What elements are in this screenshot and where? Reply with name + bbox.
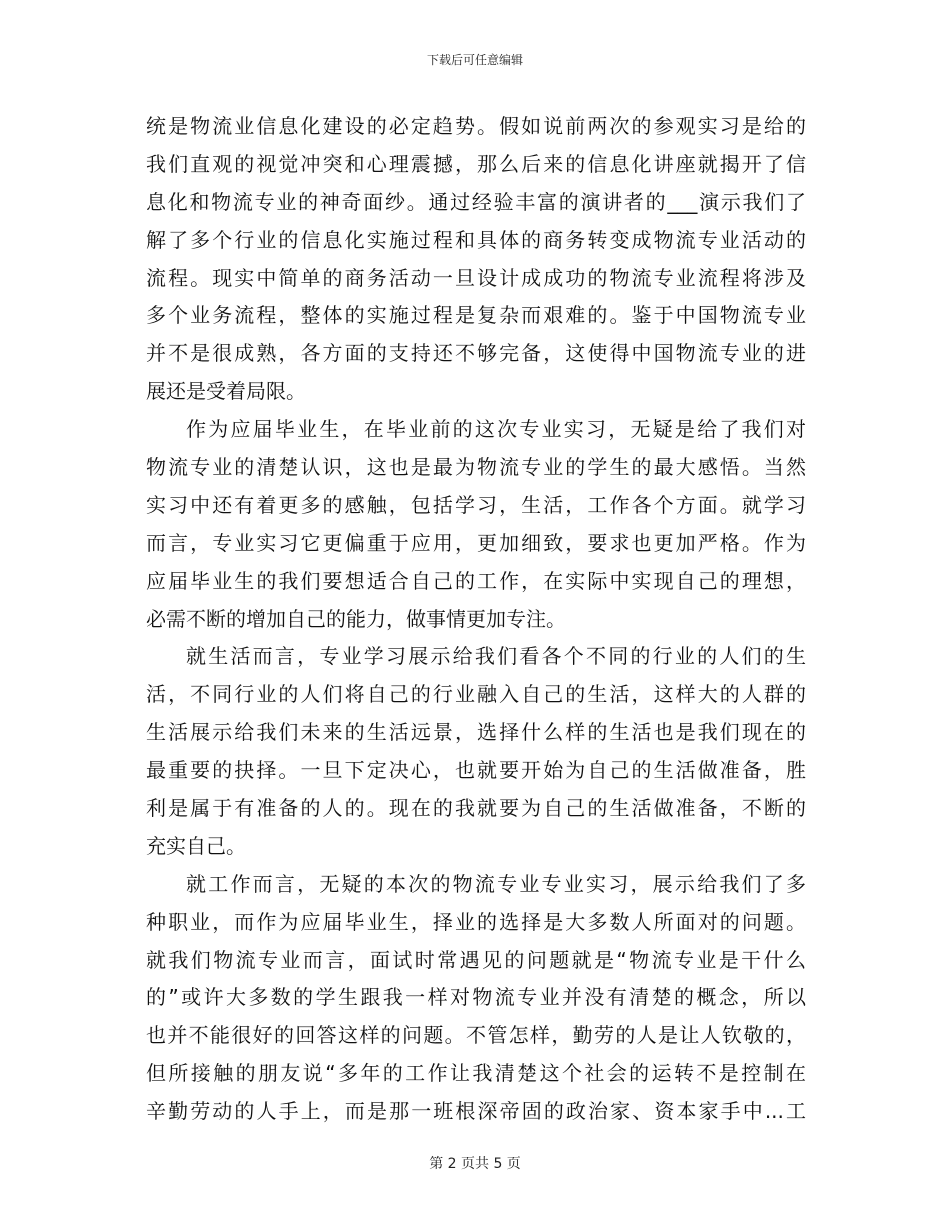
text-line: 但所接触的朋友说“多年的工作让我清楚这个社会的运转不是控制在 <box>146 1061 806 1086</box>
text-line: 多个业务流程，整体的实施过程是复杂而艰难的。鉴于中国物流专业 <box>146 303 806 328</box>
paragraph-first-line: 作为应届毕业生，在毕业前的这次专业实习，无疑是给了我们对 <box>186 417 806 442</box>
text-line: 辛勤劳动的人手上，而是那一班根深帝固的政治家、资本家手中...工 <box>146 1099 806 1124</box>
text-line: 就我们物流专业而言，面试时常遇见的问题就是“物流专业是干什么 <box>146 947 806 972</box>
text-line: 我们直观的视觉冲突和心理震撼，那么后来的信息化讲座就揭开了信 <box>146 151 806 176</box>
paragraph-first-line: 就工作而言，无疑的本次的物流专业专业实习，展示给我们了多 <box>186 871 806 896</box>
text-line: 充实自己。 <box>146 833 246 858</box>
text-line: 并不是很成熟，各方面的支持还不够完备，这使得中国物流专业的进 <box>146 341 806 366</box>
text-line: 流程。现实中简单的商务活动一旦设计成成功的物流专业流程将涉及 <box>146 265 806 290</box>
text-line: 实习中还有着更多的感触，包括学习，生活，工作各个方面。就学习 <box>146 492 806 517</box>
text-line: 也并不能很好的回答这样的问题。不管怎样，勤劳的人是让人钦敬的， <box>146 1023 806 1048</box>
text-line: 应届毕业生的我们要想适合自己的工作，在实际中实现自己的理想， <box>146 568 806 593</box>
page-number-footer: 第 2 页共 5 页 <box>429 1156 521 1172</box>
text-line: 活，不同行业的人们将自己的行业融入自己的生活，这样大的人群的 <box>146 682 806 707</box>
text-line: 展还是受着局限。 <box>146 379 306 404</box>
text-line: 物流专业的清楚认识，这也是最为物流专业的学生的最大感悟。当然 <box>146 455 806 480</box>
text-line: 的”或许大多数的学生跟我一样对物流专业并没有清楚的概念，所以 <box>146 985 806 1010</box>
text-line: 种职业，而作为应届毕业生，择业的选择是大多数人所面对的问题。 <box>146 909 806 934</box>
text-line: 而言，专业实习它更偏重于应用，更加细致，要求也更加严格。作为 <box>146 530 806 555</box>
text-line: 生活展示给我们未来的生活远景，选择什么样的生活也是我们现在的 <box>146 720 806 745</box>
text-line: 统是物流业信息化建设的必定趋势。假如说前两次的参观实习是给的 <box>146 114 806 138</box>
document-body <box>146 108 806 1131</box>
text-line: 必需不断的增加自己的能力，做事情更加专注。 <box>146 606 566 631</box>
page-header: 下载后可任意编辑 <box>426 53 523 67</box>
text-line: 解了多个行业的信息化实施过程和具体的商务转变成物流专业活动的 <box>146 227 806 252</box>
paragraph-first-line: 就生活而言，专业学习展示给我们看各个不同的行业的人们的生 <box>186 644 806 669</box>
text-line: 最重要的抉择。一旦下定决心，也就要开始为自己的生活做准备，胜 <box>146 758 806 783</box>
text-line: 息化和物流专业的神奇面纱。通过经验丰富的演讲者的___演示我们了 <box>146 189 806 214</box>
text-line: 利是属于有准备的人的。现在的我就要为自己的生活做准备，不断的 <box>146 796 806 821</box>
